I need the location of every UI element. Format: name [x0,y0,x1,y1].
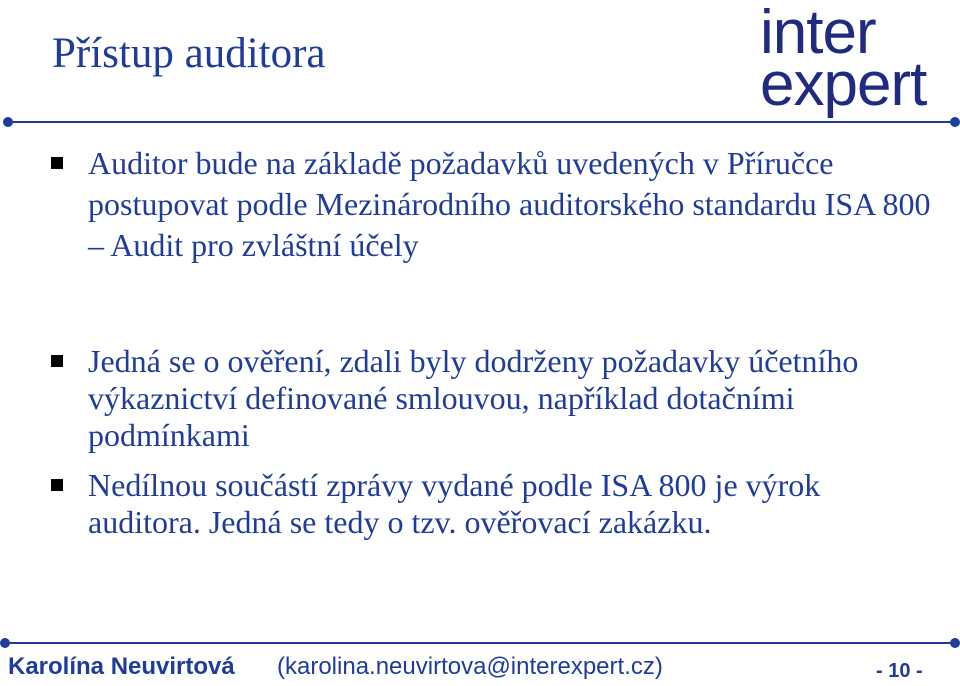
slide-title: Přístup auditora [52,30,326,77]
logo-line-expert: expert [760,50,927,119]
bullet-text: Jedná se o ověření, zdali byly dodrženy požadavky účetního výkaznictví definované smlouvou, například dotačními podmínkami [88,343,859,453]
square-bullet-icon [51,355,63,367]
bullet-text: Nedílnou součástí zprávy vydané podle ISA 800 je výrok auditora. Jedná se tedy o tzv. ověřovací zakázku. [88,467,821,540]
page-number: - 10 - [876,660,923,682]
footer-author: Karolína Neuvirtová [8,653,235,680]
bullet-item [88,143,938,266]
logo-line-inter: inter [760,0,876,67]
square-bullet-icon [51,157,63,169]
bullet-text: Auditor bude na základě požadavků uvedených v Příručce postupovat podle Mezinárodního auditorského standardu ISA 800 – Audit pro zvláštní účely [88,145,931,263]
bullet-item [88,467,938,541]
square-bullet-icon [51,479,63,491]
footer-email: (karolina.neuvirtova@interexpert.cz) [277,653,663,680]
bullet-item [88,343,938,454]
